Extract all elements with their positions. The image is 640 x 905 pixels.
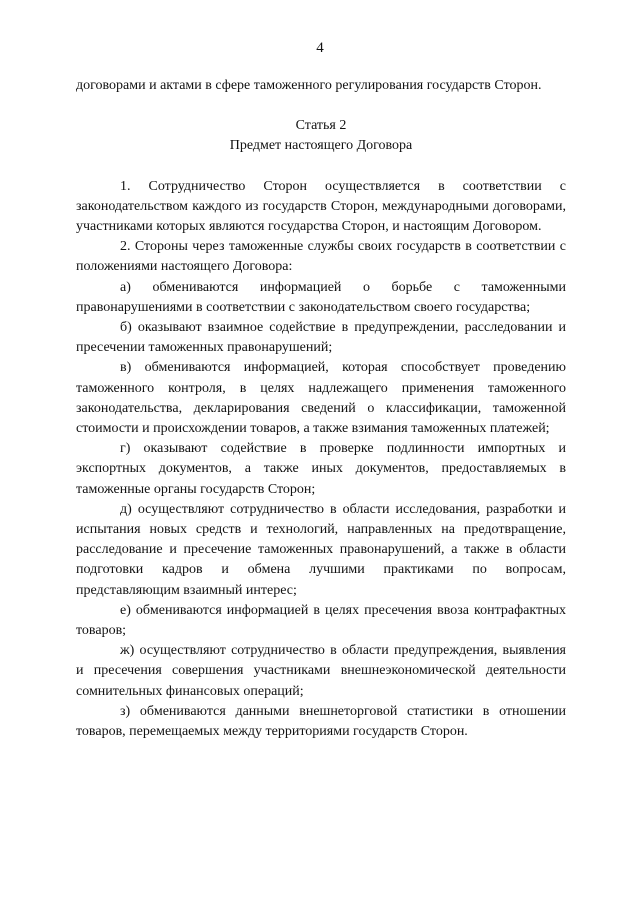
page-number: 4 bbox=[316, 40, 324, 56]
article-heading bbox=[76, 116, 566, 156]
item-e: е) обмениваются информацией в целях пресечения ввоза контрафактных товаров; bbox=[76, 602, 566, 639]
article-title: Предмет настоящего Договора bbox=[229, 138, 413, 154]
intro-paragraph: договорами и актами в сфере таможенного регулирования государств Сторон. bbox=[76, 78, 542, 93]
article-number: Статья 2 bbox=[295, 118, 347, 134]
item-z: з) обмениваются данными внешнеторговой статистики в отношении товаров, перемещаемых между территориями государств Сторон. bbox=[76, 703, 566, 740]
item-a: а) обмениваются информацией о борьбе с таможенными правонарушениями в соответствии с законодательством своего государства; bbox=[76, 279, 566, 315]
item-b: б) оказывают взаимное содействие в предупреждении, расследовании и пресечении таможенных правонарушений; bbox=[76, 320, 566, 356]
item-zh: ж) осуществляют сотрудничество в области предупреждения, выявления и пресечения совершения участниками внешнеэкономической деятельности сомнительных финансовых операций; bbox=[76, 643, 566, 699]
item-v: в) обмениваются информацией, которая способствует проведению таможенного контроля, в целях надлежащего применения таможенного законодательства, декларирования сведений о классификации, таможенной стоимости и происхождении товаров, а также взимания таможенных платежей; bbox=[76, 360, 566, 437]
item-g: г) оказывают содействие в проверке подлинности импортных и экспортных документов, а также иных документов, предоставляемых в таможенные органы государств Сторон; bbox=[76, 441, 566, 497]
item-d: д) осуществляют сотрудничество в области исследования, разработки и испытания новых средств и технологий, направленных на предотвращение, расследование и пресечение таможенных правонарушений, а также в области подготовки кадров и обмена лучшими практиками по вопросам, представляющим взаимный интерес; bbox=[76, 501, 566, 598]
paragraph-2: 2. Стороны через таможенные службы своих государств в соответствии с положениями настоящего Договора: bbox=[76, 239, 566, 275]
document-body bbox=[76, 76, 566, 742]
paragraph-1: 1. Сотрудничество Сторон осуществляется в соответствии с законодательством каждого из государств Сторон, международными договорами, участниками которых являются государства Сторон, и настоящим Договором. bbox=[76, 178, 566, 235]
